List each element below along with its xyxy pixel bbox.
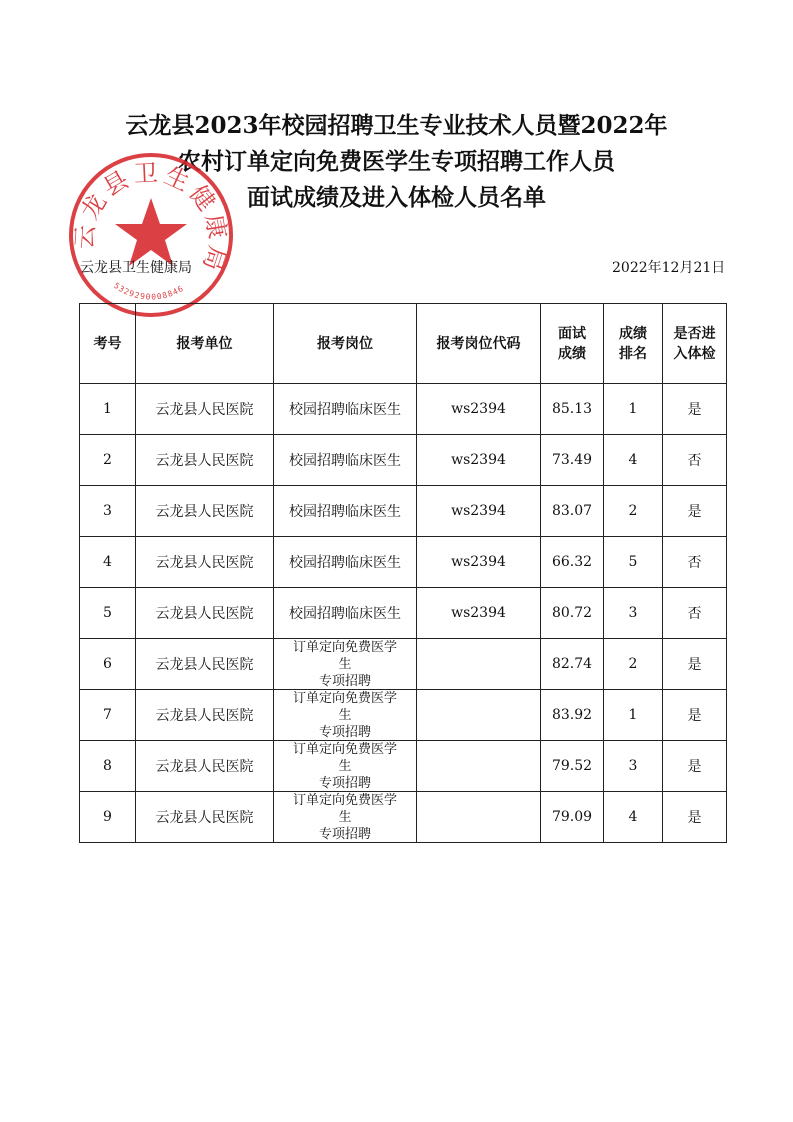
title-line-2: 农村订单定向免费医学生专项招聘工作人员 xyxy=(178,148,615,175)
official-seal xyxy=(66,150,236,320)
cell-position-text: 订单定向免费医学 生 专项招聘 xyxy=(292,793,397,842)
cell-no: 6 xyxy=(80,639,136,690)
cell-unit: 云龙县人民医院 xyxy=(136,384,274,435)
cell-no: 5 xyxy=(80,588,136,639)
header-unit: 报考单位 xyxy=(136,304,274,384)
cell-code xyxy=(417,690,541,741)
cell-exam: 是 xyxy=(663,384,727,435)
cell-code xyxy=(417,741,541,792)
cell-position-text: 订单定向免费医学 生 专项招聘 xyxy=(292,742,397,791)
cell-exam: 是 xyxy=(663,639,727,690)
cell-rank: 3 xyxy=(604,741,663,792)
issuing-organization: 云龙县卫生健康局 xyxy=(80,260,192,276)
cell-unit: 云龙县人民医院 xyxy=(136,486,274,537)
cell-position-text: 订单定向免费医学 生 专项招聘 xyxy=(292,640,397,689)
cell-score: 83.07 xyxy=(541,486,604,537)
cell-code: ws2394 xyxy=(417,537,541,588)
cell-rank: 1 xyxy=(604,690,663,741)
header-score: 面试成绩 xyxy=(541,304,604,384)
cell-code: ws2394 xyxy=(417,384,541,435)
cell-rank: 2 xyxy=(604,639,663,690)
cell-position: 校园招聘临床医生 xyxy=(274,384,417,435)
cell-unit: 云龙县人民医院 xyxy=(136,741,274,792)
cell-unit: 云龙县人民医院 xyxy=(136,537,274,588)
header-no: 考号 xyxy=(80,304,136,384)
cell-unit: 云龙县人民医院 xyxy=(136,792,274,843)
table-row xyxy=(80,639,727,690)
table-row xyxy=(80,486,727,537)
cell-unit: 云龙县人民医院 xyxy=(136,588,274,639)
cell-rank: 4 xyxy=(604,435,663,486)
cell-code xyxy=(417,792,541,843)
cell-rank: 4 xyxy=(604,792,663,843)
cell-no: 8 xyxy=(80,741,136,792)
cell-score: 79.52 xyxy=(541,741,604,792)
results-table xyxy=(79,303,727,843)
cell-position xyxy=(274,741,417,792)
cell-position xyxy=(274,690,417,741)
cell-no: 3 xyxy=(80,486,136,537)
issue-date: 2022年12月21日 xyxy=(612,260,726,276)
cell-exam: 是 xyxy=(663,792,727,843)
table-row xyxy=(80,435,727,486)
cell-unit: 云龙县人民医院 xyxy=(136,639,274,690)
title-line-3: 面试成绩及进入体检人员名单 xyxy=(247,184,546,211)
header-code: 报考岗位代码 xyxy=(417,304,541,384)
cell-score: 80.72 xyxy=(541,588,604,639)
cell-no: 7 xyxy=(80,690,136,741)
cell-position: 校园招聘临床医生 xyxy=(274,588,417,639)
cell-code: ws2394 xyxy=(417,588,541,639)
cell-score: 66.32 xyxy=(541,537,604,588)
svg-text:5329290008846: 5329290008846 xyxy=(112,281,186,302)
table-row xyxy=(80,741,727,792)
header-position: 报考岗位 xyxy=(274,304,417,384)
cell-score: 82.74 xyxy=(541,639,604,690)
table-row xyxy=(80,690,727,741)
cell-no: 9 xyxy=(80,792,136,843)
table-row xyxy=(80,384,727,435)
cell-exam: 是 xyxy=(663,741,727,792)
cell-no: 4 xyxy=(80,537,136,588)
table-row xyxy=(80,588,727,639)
cell-score: 73.49 xyxy=(541,435,604,486)
cell-exam: 否 xyxy=(663,435,727,486)
cell-rank: 1 xyxy=(604,384,663,435)
cell-code: ws2394 xyxy=(417,486,541,537)
cell-exam: 是 xyxy=(663,486,727,537)
header-exam: 是否进入体检 xyxy=(663,304,727,384)
cell-position-text: 订单定向免费医学 生 专项招聘 xyxy=(292,691,397,740)
cell-unit: 云龙县人民医院 xyxy=(136,690,274,741)
table-row xyxy=(80,537,727,588)
cell-no: 1 xyxy=(80,384,136,435)
cell-score: 79.09 xyxy=(541,792,604,843)
cell-code xyxy=(417,639,541,690)
cell-rank: 2 xyxy=(604,486,663,537)
seal-star-icon xyxy=(115,198,187,266)
svg-text:云龙县卫生健康局: 云龙县卫生健康局 xyxy=(70,159,233,278)
cell-exam: 否 xyxy=(663,588,727,639)
cell-position xyxy=(274,639,417,690)
cell-code: ws2394 xyxy=(417,435,541,486)
cell-score: 83.92 xyxy=(541,690,604,741)
cell-no: 2 xyxy=(80,435,136,486)
cell-rank: 5 xyxy=(604,537,663,588)
cell-position xyxy=(274,792,417,843)
cell-position: 校园招聘临床医生 xyxy=(274,486,417,537)
cell-score: 85.13 xyxy=(541,384,604,435)
header-rank: 成绩排名 xyxy=(604,304,663,384)
cell-position: 校园招聘临床医生 xyxy=(274,537,417,588)
cell-exam: 否 xyxy=(663,537,727,588)
table-body xyxy=(80,384,727,843)
table-header-row xyxy=(80,304,727,384)
cell-unit: 云龙县人民医院 xyxy=(136,435,274,486)
cell-exam: 是 xyxy=(663,690,727,741)
cell-rank: 3 xyxy=(604,588,663,639)
table-row xyxy=(80,792,727,843)
title-line-1: 云龙县2023年校园招聘卫生专业技术人员暨2022年 xyxy=(125,112,668,139)
cell-position: 校园招聘临床医生 xyxy=(274,435,417,486)
